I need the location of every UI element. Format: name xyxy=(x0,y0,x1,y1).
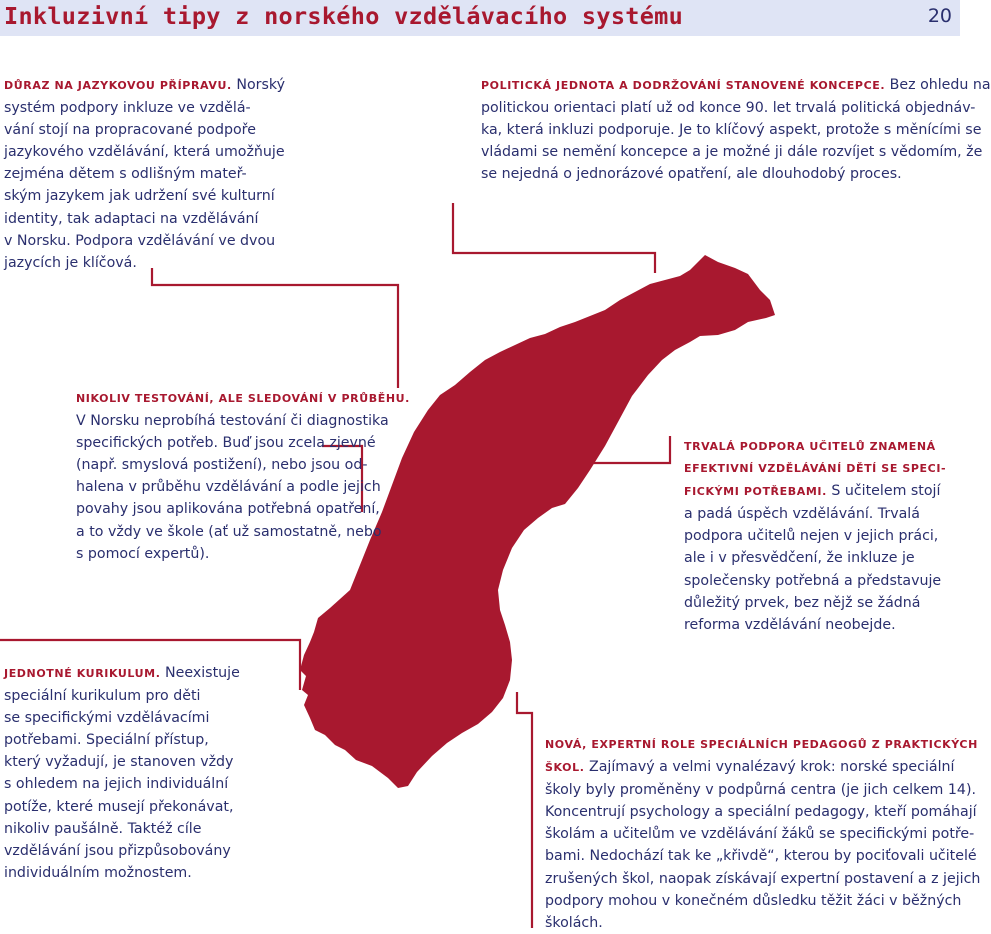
tip-teacher-support xyxy=(684,436,946,636)
tip-line: školy byly proměněny v podpůrná centra (je jich celkem 14). xyxy=(545,782,976,799)
connector-line-jazyk xyxy=(152,268,398,388)
tip-line: individuálním možnostem. xyxy=(4,864,192,881)
tip-line: jazycích je klíčová. xyxy=(4,254,137,271)
tip-line: v Norsku. Podpora vzdělávání ve dvou xyxy=(4,232,276,249)
tip-line: jazykového vzdělávání, která umožňuje xyxy=(4,144,285,161)
tip-line xyxy=(684,480,946,503)
connector-line-pedagogove xyxy=(517,692,532,928)
tip-line: politickou orientaci platí už od konce 90. let trvalá politická objednáv- xyxy=(481,100,976,117)
tip-line: Koncentrují psychology a speciální pedagogy, kteří pomáhají xyxy=(545,804,977,821)
tip-line xyxy=(4,74,285,97)
tip-line: V Norsku neprobíhá testování či diagnostika xyxy=(76,413,389,430)
tip-language-preparation xyxy=(4,74,285,274)
tip-line: vládami se nemění koncepce a je možné ji dále rozvíjet s vědomím, že xyxy=(481,144,983,161)
tip-line: s ohledem na jejich individuální xyxy=(4,776,229,793)
tip-line: bami. Nedochází tak ke „křivdě“, kterou by pociťovali učitelé xyxy=(545,848,977,865)
tip-unified-curriculum xyxy=(4,662,240,884)
tip-heading: NOVÁ, EXPERTNÍ ROLE SPECIÁLNÍCH PEDAGOGŮ Z PRAKTICKÝCH xyxy=(545,738,978,751)
tip-special-pedagogues xyxy=(545,734,980,934)
tip-line: speciální kurikulum pro děti xyxy=(4,688,201,705)
tip-line: ka, která inkluzi podporuje. Je to klíčový aspekt, protože s měnícími se xyxy=(481,122,982,139)
tip-line: podpora učitelů nejen v jejich práci, xyxy=(684,528,939,545)
tip-text: S učitelem stojí xyxy=(826,483,941,500)
tip-line xyxy=(545,756,980,779)
page-number: 20 xyxy=(927,5,952,27)
tip-line: (např. smyslová postižení), nebo jsou od- xyxy=(76,457,368,474)
tip-heading: EFEKTIVNÍ VZDĚLÁVÁNÍ DĚTÍ SE SPECI- xyxy=(684,462,947,476)
page-title: Inkluzivní tipy z norského vzdělávacího systému xyxy=(4,2,684,30)
tip-line: zrušených škol, naopak získávají expertní postavení a z jejich xyxy=(545,870,981,887)
tip-line: se specifickými vzdělávacími xyxy=(4,710,210,727)
tip-heading: FICKÝMI POTŘEBAMI. xyxy=(684,485,827,499)
tip-line: zejména dětem s odlišným mateř- xyxy=(4,166,247,183)
tip-text: Zajímavý a velmi vynalézavý krok: norské speciální xyxy=(584,759,955,776)
tip-text: Neexistuje xyxy=(160,665,240,681)
tip-line: podpory mohou v konečném důsledku těžit žáci v běžných xyxy=(545,892,962,909)
tip-line xyxy=(4,662,240,685)
connector-line-politika xyxy=(453,203,655,273)
tip-line: a padá úspěch vzdělávání. Trvalá xyxy=(684,506,920,523)
tip-line: halena v průběhu vzdělávání a podle jejich xyxy=(76,479,381,496)
tip-line: který vyžadují, je stanoven vždy xyxy=(4,754,234,771)
tip-line: povahy jsou aplikována potřebná opatření, xyxy=(76,501,380,518)
tip-line: a to vždy ve škole (ať už samostatně, nebo xyxy=(76,523,382,540)
tip-line: systém podpory inkluze ve vzdělá- xyxy=(4,100,251,117)
tip-line: důležitý prvek, bez nějž se žádná xyxy=(684,594,921,611)
tip-line: reforma vzdělávání neobejde. xyxy=(684,616,896,633)
tip-line: vzdělávání jsou přizpůsobovány xyxy=(4,842,231,859)
tip-line: ským jazykem jak udržení své kulturní xyxy=(4,188,275,205)
tip-monitoring-not-testing xyxy=(76,388,410,565)
tip-line: potřebami. Speciální přístup, xyxy=(4,732,209,749)
tip-text: Bez ohledu na xyxy=(885,77,991,93)
tip-heading: DŮRAZ NA JAZYKOVOU PŘÍPRAVU. xyxy=(4,79,232,92)
tip-heading: POLITICKÁ JEDNOTA A DODRŽOVÁNÍ STANOVENÉ KONCEPCE. xyxy=(481,79,886,92)
tip-heading: ŠKOL. xyxy=(545,761,585,775)
tip-line: ale i v přesvědčení, že inkluze je xyxy=(684,550,915,567)
tip-line: vání stojí na propracované podpoře xyxy=(4,122,256,139)
tip-heading: TRVALÁ PODPORA UČITELŮ ZNAMENÁ xyxy=(684,440,936,453)
tip-line: identity, tak adaptaci na vzdělávání xyxy=(4,210,259,227)
tip-heading: NIKOLIV TESTOVÁNÍ, ALE SLEDOVÁNÍ V PRŮBĚHU. xyxy=(76,392,410,405)
tip-line xyxy=(481,74,991,97)
tip-line: specifických potřeb. Buď jsou zcela zjevné xyxy=(76,435,376,452)
tip-line: potíže, které musejí překonávat, xyxy=(4,798,234,815)
tip-line: školám a učitelům ve vzdělávání žáků se specifickými potře- xyxy=(545,826,975,843)
tip-line: se nejedná o jednorázové opatření, ale dlouhodobý proces. xyxy=(481,166,902,183)
tip-line: s pomocí expertů). xyxy=(76,545,210,562)
tip-line: školách. xyxy=(545,914,603,931)
tip-heading: JEDNOTNÉ KURIKULUM. xyxy=(4,667,161,680)
tip-line: nikoliv paušálně. Taktéž cíle xyxy=(4,820,202,837)
tip-text: Norský xyxy=(231,77,285,93)
tip-line: společensky potřebná a představuje xyxy=(684,572,942,589)
tip-political-unity xyxy=(481,74,991,185)
